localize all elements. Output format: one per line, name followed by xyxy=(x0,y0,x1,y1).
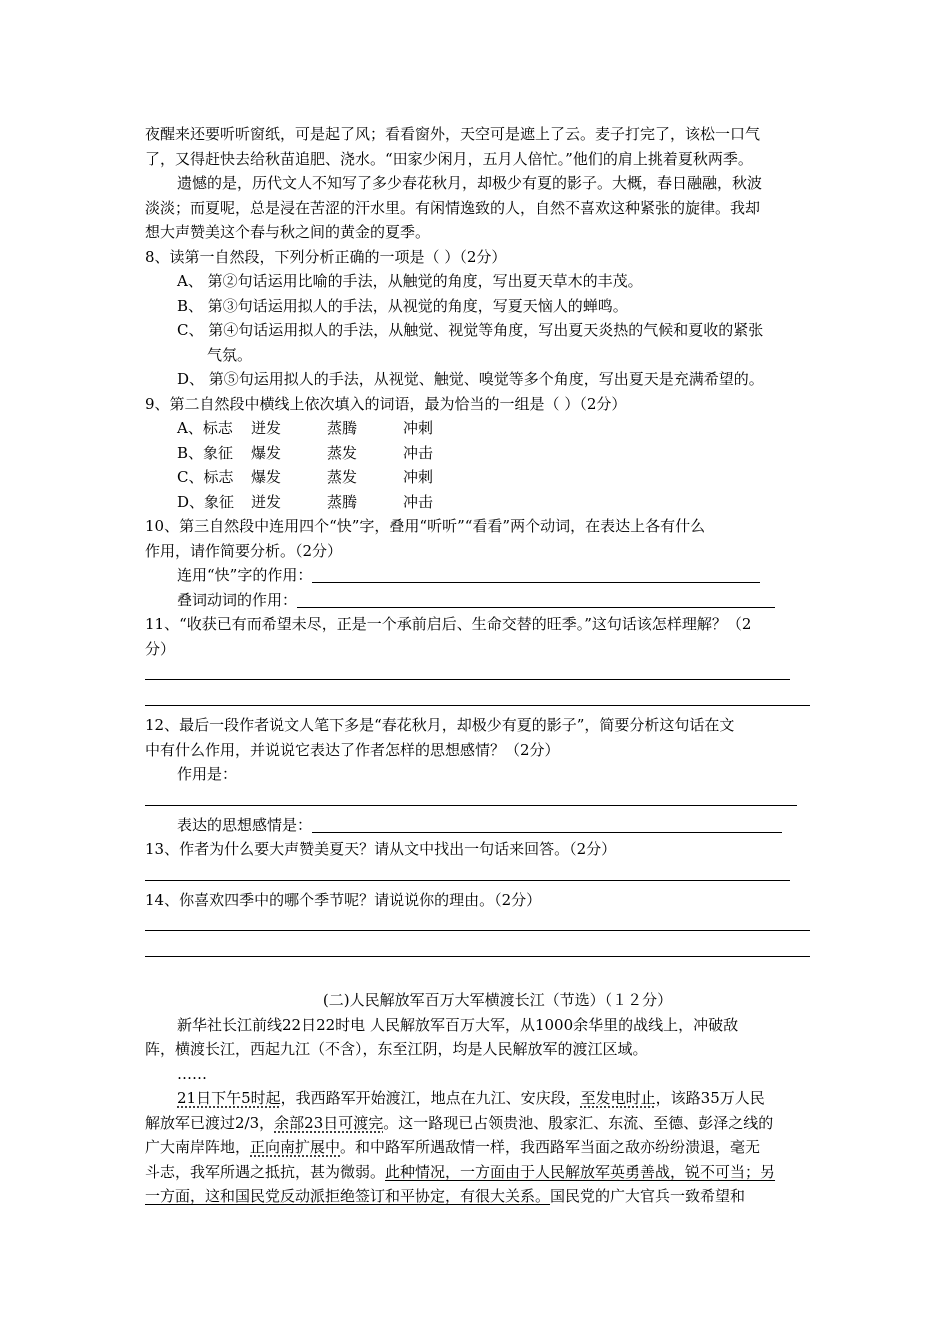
passage2-title: (二)人民解放军百万大军横渡长江（节选）（１２分） xyxy=(322,991,673,1009)
answer-row xyxy=(145,588,810,613)
question-9 xyxy=(145,392,810,515)
option-cell: 蒸腾 xyxy=(327,419,358,437)
question-stem: 作用，请作简要分析。（2分） xyxy=(145,541,343,560)
passage2-line xyxy=(145,1086,810,1111)
underlined-sentence: 此种情况，一方面由于人民解放军英勇善战，锐不可当；另 xyxy=(385,1162,776,1181)
question-13 xyxy=(145,837,810,881)
question-stem: 9、第二自然段中横线上依次填入的词语，最为恰当的一组是（ ）（2分） xyxy=(145,394,627,413)
question-stem: 分） xyxy=(145,639,176,658)
answer-line[interactable] xyxy=(145,862,790,881)
question-stem: 11、“收获已有而希望未尽，正是一个承前启后、生命交替的旺季。”这句话该怎样理解？（2 xyxy=(145,615,752,633)
passage1 xyxy=(145,122,810,245)
dotted-phrase: 余部23日可渡完 xyxy=(274,1113,384,1132)
passage1-line: 了，又得赶快去给秋苗追肥、浇水。“田家少闲月，五月人倍忙。”他们的肩上挑着夏秋两季。 xyxy=(145,149,753,168)
passage2-line xyxy=(145,1111,810,1136)
option-cell: 冲刺 xyxy=(403,468,434,486)
answer-line[interactable] xyxy=(145,787,797,806)
option-b[interactable]: B、 第③句话运用拟人的手法，从视觉的角度，写夏天恼人的蝉鸣。 xyxy=(177,296,628,315)
text-run: 斗志，我军所遇之抵抗，甚为微弱。 xyxy=(145,1162,386,1181)
answer-blank[interactable] xyxy=(312,815,782,833)
passage2-line xyxy=(145,1184,810,1209)
passage2-line: 阵，横渡长江，西起九江（不含），东至江阴，均是人民解放军的渡江区域。 xyxy=(145,1040,648,1058)
text-run: 广大南岸阵地， xyxy=(145,1138,251,1156)
option-cell: A、标志 xyxy=(177,419,233,437)
question-stem: 14、你喜欢四季中的哪个季节呢？请说说你的理由。（2分） xyxy=(145,890,542,909)
option-cell: 蒸发 xyxy=(327,468,358,486)
option-c-continued: 气氛。 xyxy=(207,345,253,364)
option-cell: 冲刺 xyxy=(403,419,434,437)
text-run: 。这一路现已占领贵池、殷家汇、东流、至德、彭泽之线的 xyxy=(383,1113,774,1132)
question-stem: 13、作者为什么要大声赞美夏天？请从文中找出一句话来回答。（2分） xyxy=(145,840,617,858)
option-cell: 迸发 xyxy=(251,419,282,437)
option-d[interactable] xyxy=(145,490,810,515)
answer-row xyxy=(145,813,810,838)
question-stem: 8、读第一自然段，下列分析正确的一项是（ ）（2分） xyxy=(145,247,507,266)
answer-blank[interactable] xyxy=(297,590,775,608)
option-cell: 蒸腾 xyxy=(327,492,358,511)
passage2-line xyxy=(145,1160,810,1185)
text-run: ，我西路军开始渡江，地点在九江、安庆段， xyxy=(280,1089,581,1107)
dotted-phrase: 正向南扩展中 xyxy=(250,1138,341,1156)
option-cell: 冲击 xyxy=(403,492,434,511)
dotted-phrase: 至发电时止 xyxy=(580,1089,656,1107)
text-run: 国民党的广大官兵一致希望和 xyxy=(550,1187,746,1205)
text-run: ，该路35万人民 xyxy=(655,1089,765,1107)
option-cell: 爆发 xyxy=(251,443,282,462)
passage2-line: 新华社长江前线22日22时电 人民解放军百万大军，从1000余华里的战线上，冲破敌 xyxy=(177,1015,739,1034)
underlined-sentence: 一方面，这和国民党反动派拒绝签订和平协定，有很大关系。 xyxy=(145,1187,551,1205)
passage2 xyxy=(145,988,810,1209)
answer-line[interactable] xyxy=(145,661,790,680)
passage1-line: 夜醒来还要听听窗纸，可是起了风；看看窗外，天空可是遮上了云。麦子打完了，该松一口气 xyxy=(145,125,761,143)
option-cell: 迸发 xyxy=(251,492,282,511)
option-a[interactable] xyxy=(145,416,810,441)
option-b[interactable] xyxy=(145,441,810,466)
option-cell: 冲击 xyxy=(403,443,434,462)
answer-line[interactable] xyxy=(145,687,810,706)
option-d[interactable]: D、 第⑤句运用拟人的手法，从视觉、触觉、嗅觉等多个角度，写出夏天是充满希望的。 xyxy=(177,370,764,388)
passage1-line: 淡淡；而夏呢，总是浸在苦涩的汗水里。有闲情逸致的人，自然不喜欢这种紧张的旋律。我却 xyxy=(145,198,761,217)
text-run: 。和中路军所遇敌情一样，我西路军当面之敌亦纷纷溃退，毫无 xyxy=(340,1138,761,1156)
option-cell: D、象征 xyxy=(177,492,235,511)
option-a[interactable]: A、 第②句话运用比喻的手法，从触觉的角度，写出夏天草木的丰茂。 xyxy=(177,272,643,290)
option-cell: 蒸发 xyxy=(327,443,358,462)
answer-label: 作用是： xyxy=(177,765,238,783)
question-11 xyxy=(145,612,810,706)
question-stem: 12、最后一段作者说文人笔下多是“春花秋月，却极少有夏的影子”，简要分析这句话在文 xyxy=(145,716,735,734)
answer-line[interactable] xyxy=(145,938,810,957)
passage1-line: 想大声赞美这个春与秋之间的黄金的夏季。 xyxy=(145,223,431,241)
question-8 xyxy=(145,245,810,392)
dotted-phrase: 21日下午5时起 xyxy=(177,1089,281,1107)
exam-page xyxy=(145,122,810,1209)
answer-label: 连用“快”字的作用： xyxy=(177,566,313,584)
option-cell: 爆发 xyxy=(251,468,282,486)
option-c[interactable]: C、 第④句话运用拟人的手法，从触觉、视觉等角度，写出夏天炎热的气候和夏收的紧张 xyxy=(177,321,764,339)
passage2-line xyxy=(145,1135,810,1160)
question-stem: 10、第三自然段中连用四个“快”字，叠用“听听”“看看”两个动词，在表达上各有什么 xyxy=(145,517,706,535)
answer-label: 叠词动词的作用： xyxy=(177,590,298,609)
answer-label: 表达的思想感情是： xyxy=(177,815,313,834)
answer-blank[interactable] xyxy=(312,565,760,583)
answer-row xyxy=(145,563,810,588)
option-cell: B、象征 xyxy=(177,443,234,462)
text-run: 解放军已渡过2/3， xyxy=(145,1113,275,1132)
question-stem: 中有什么作用，并说说它表达了作者怎样的思想感情？（2分） xyxy=(145,740,560,759)
passage2-ellipsis: …… xyxy=(177,1064,207,1083)
option-c[interactable] xyxy=(145,465,810,490)
option-cell: C、标志 xyxy=(177,468,234,486)
question-10 xyxy=(145,514,810,612)
question-14 xyxy=(145,888,810,958)
question-12 xyxy=(145,713,810,837)
answer-line[interactable] xyxy=(145,912,810,931)
passage1-line: 遗憾的是，历代文人不知写了多少春花秋月，却极少有夏的影子。大概，春日融融，秋波 xyxy=(177,174,763,192)
